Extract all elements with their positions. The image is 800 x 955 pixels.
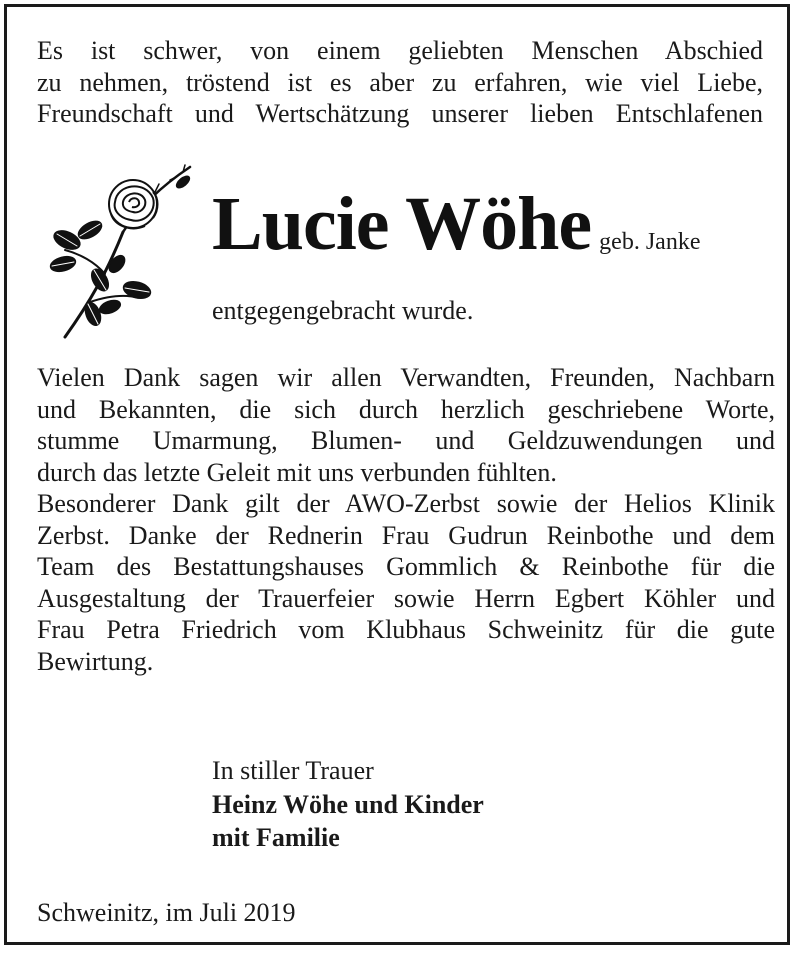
thanks-line: stumme Umarmung, Blumen- und Geldzuwendungen und — [37, 426, 775, 455]
mourning-phrase: In stiller Trauer — [212, 756, 374, 785]
intro-line: zu nehmen, tröstend ist es aber zu erfahren, wie viel Liebe, — [37, 67, 763, 97]
obituary-card — [4, 4, 790, 945]
place-date: Schweinitz, im Juli 2019 — [37, 898, 296, 927]
intro-end: entgegengebracht wurde. — [212, 296, 474, 325]
intro-line: Es ist schwer, von einem geliebten Menschen Abschied — [37, 36, 763, 65]
thanks-line: Zerbst. Danke der Rednerin Frau Gudrun Reinbothe und dem — [37, 520, 775, 550]
thanks-line: Bewirtung. — [37, 646, 154, 676]
thanks-line: Ausgestaltung der Trauerfeier sowie Herrn Egbert Köhler und — [37, 583, 775, 613]
thanks-line: und Bekannten, die sich durch herzlich geschriebene Worte, — [37, 394, 775, 424]
family-names-continued: mit Familie — [212, 823, 340, 852]
name-row — [212, 179, 700, 269]
intro-text — [37, 35, 763, 130]
thanks-line: Frau Petra Friedrich vom Klubhaus Schweinitz für die gute — [37, 615, 775, 644]
thanks-line: Besonderer Dank gilt der AWO-Zerbst sowie der Helios Klinik — [37, 489, 775, 518]
family-names: Heinz Wöhe und Kinder — [212, 789, 484, 819]
thanks-line: Vielen Dank sagen wir allen Verwandten, Freunden, Nachbarn — [37, 363, 775, 392]
deceased-name: Lucie Wöhe — [212, 182, 592, 266]
thanks-line: durch das letzte Geleit mit uns verbunden fühlten. — [37, 457, 557, 487]
thanks-line: Team des Bestattungshauses Gommlich & Reinbothe für die — [37, 552, 775, 581]
signature-block — [212, 754, 484, 855]
maiden-name: geb. Janke — [599, 229, 701, 255]
thanks-text — [37, 362, 775, 677]
rose-icon — [45, 162, 200, 342]
intro-line: Freundschaft und Wertschätzung unserer lieben Entschlafenen — [37, 99, 763, 128]
